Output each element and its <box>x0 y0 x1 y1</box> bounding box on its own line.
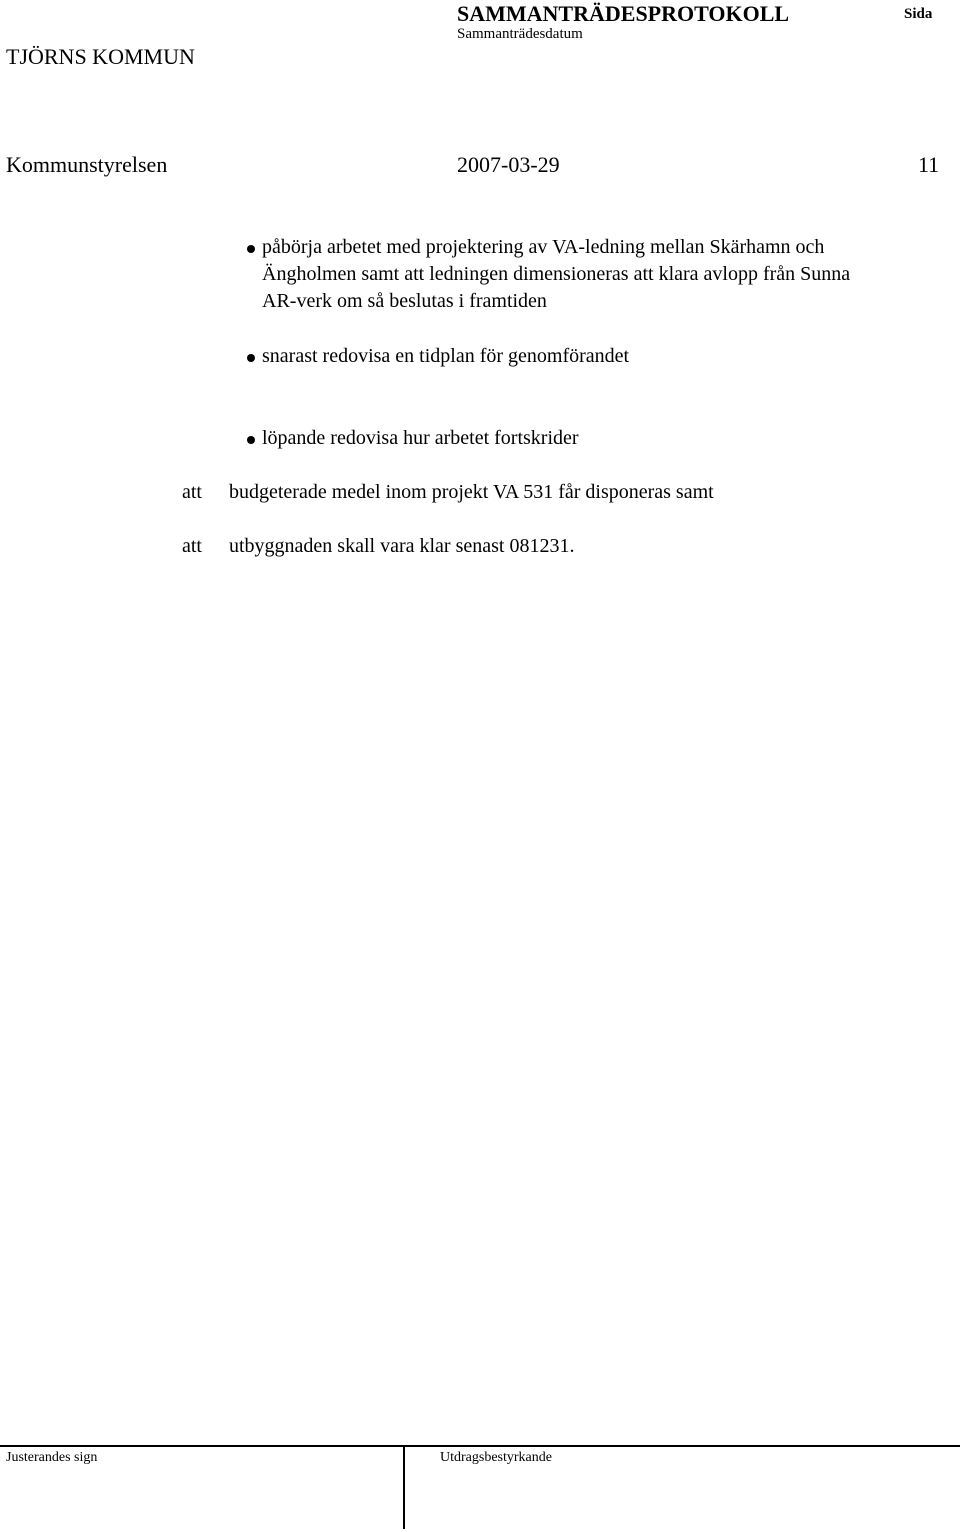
justerandes-sign-label: Justerandes sign <box>6 1450 98 1465</box>
document-title: SAMMANTRÄDESPROTOKOLL <box>457 1 790 26</box>
meeting-date-label: Sammanträdesdatum <box>457 26 583 42</box>
list-item-line: AR-verk om så beslutas i framtiden <box>262 290 547 312</box>
meeting-date: 2007-03-29 <box>457 152 560 177</box>
page-label: Sida <box>904 6 933 22</box>
footer-rule <box>0 1445 960 1447</box>
att-label: att <box>182 535 202 557</box>
list-item-line: löpande redovisa hur arbetet fortskrider <box>262 427 579 449</box>
footer-divider <box>403 1445 405 1529</box>
bullet-icon <box>247 245 255 253</box>
bullet-icon <box>247 436 255 444</box>
att-text: utbyggnaden skall vara klar senast 081231. <box>229 535 575 557</box>
municipality-name: TJÖRNS KOMMUN <box>6 44 195 69</box>
att-text: budgeterade medel inom projekt VA 531 får disponeras samt <box>229 481 714 503</box>
att-label: att <box>182 481 202 503</box>
list-item-line: påbörja arbetet med projektering av VA-ledning mellan Skärhamn och <box>262 236 825 258</box>
page-number: 11 <box>918 152 940 177</box>
bullet-icon <box>247 354 255 362</box>
committee-name: Kommunstyrelsen <box>6 152 168 177</box>
utdragsbestyrkande-label: Utdragsbestyrkande <box>440 1450 552 1465</box>
list-item-line: Ängholmen samt att ledningen dimensioneras att klara avlopp från Sunna <box>262 263 851 285</box>
list-item-line: snarast redovisa en tidplan för genomförandet <box>262 345 630 367</box>
